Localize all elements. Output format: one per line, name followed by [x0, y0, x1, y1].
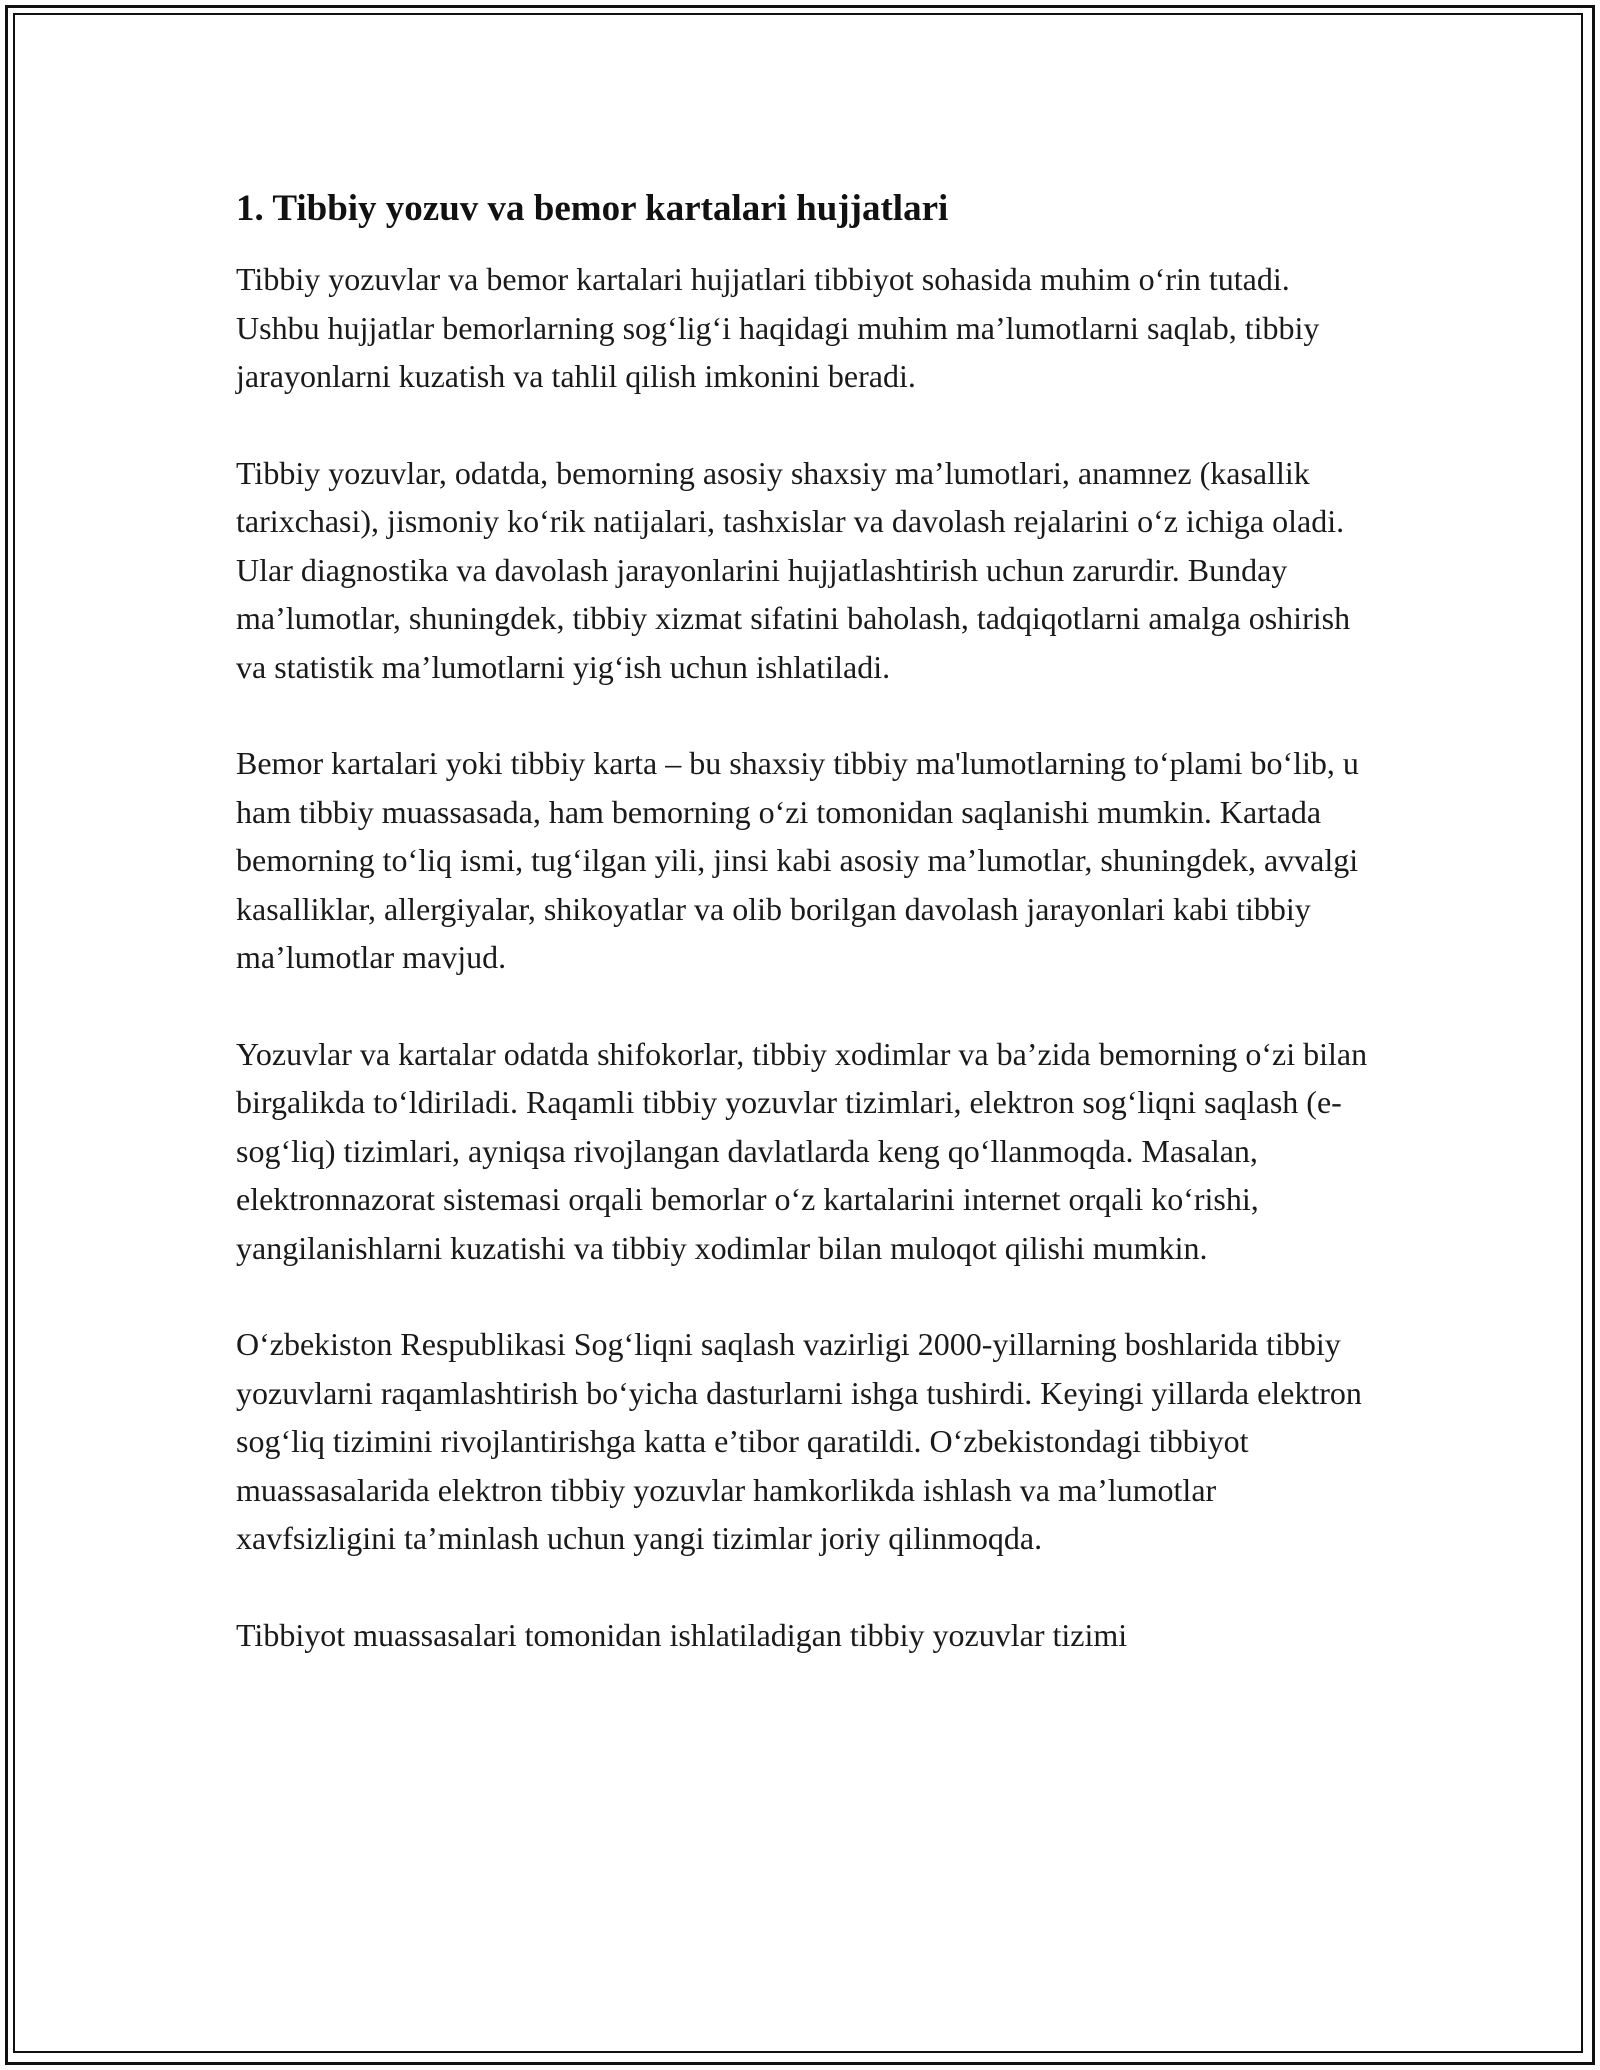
paragraph-digital-records: Yozuvlar va kartalar odatda shifokorlar, tibbiy xodimlar va ba’zida bemorning o‘zi bilan birgalikda to‘ldiriladi. Raqamli tibbiy yozuvlar tizimlari, elektron sog‘liqni saqlash (e-sog‘liq) tizimlari, ayniqsa rivojlangan davlatlarda keng qo‘llanmoqda. Masalan, elektronnazorat sistemasi orqali bemorlar o‘z kartalarini internet orqali ko‘rishi, yangilanishlarni kuzatishi va tibbiy xodimlar bilan muloqot qilishi mumkin.	[236, 1035, 1368, 1266]
section-heading: 1. Tibbiy yozuv va bemor kartalari hujjatlari	[236, 188, 949, 229]
paragraph-uzbekistan: O‘zbekiston Respublikasi Sog‘liqni saqlash vazirligi 2000-yillarning boshlarida tibbiy yozuvlarni raqamlashtirish bo‘yicha dasturlarni ishga tushirdi. Keyingi yillarda elektron sog‘liq tizimini rivojlantirishga katta e’tibor qaratildi. O‘zbekistondagi tibbiyot muassasalarida elektron tibbiy yozuvlar hamkorlikda ishlash va ma’lumotlar xavfsizligini ta’minlash uchun yangi tizimlar joriy qilinmoqda.	[236, 1326, 1362, 1556]
paragraph-patient-cards: Bemor kartalari yoki tibbiy karta – bu shaxsiy tibbiy ma'lumotlarning to‘plami bo‘lib, u ham tibbiy muassasada, ham bemorning o‘zi tomonidan saqlanishi mumkin. Kartada bemorning to‘liq ismi, tug‘ilgan yili, jinsi kabi asosiy ma’lumotlar, shuningdek, avvalgi kasalliklar, allergiyalar, shikoyatlar va olib borilgan davolash jarayonlari kabi tibbiy ma’lumotlar mavjud.	[236, 745, 1359, 975]
document-page	[236, 185, 1376, 1707]
paragraph-intro: Tibbiy yozuvlar va bemor kartalari hujjatlari tibbiyot sohasida muhim o‘rin tutadi. Ushbu hujjatlar bemorlarning sog‘lig‘i haqidagi muhim ma’lumotlarni saqlab, tibbiy jarayonlarni kuzatish va tahlil qilish imkonini beradi.	[236, 261, 1320, 394]
paragraph-systems: Tibbiyot muassasalari tomonidan ishlatiladigan tibbiy yozuvlar tizimi	[236, 1616, 1128, 1653]
paragraph-medical-records: Tibbiy yozuvlar, odatda, bemorning asosiy shaxsiy ma’lumotlari, anamnez (kasallik tarixchasi), jismoniy ko‘rik natijalari, tashxislar va davolash rejalarini o‘z ichiga oladi. Ular diagnostika va davolash jarayonlarini hujjatlashtirish uchun zarurdir. Bunday ma’lumotlar, shuningdek, tibbiy xizmat sifatini baholash, tadqiqotlarni amalga oshirish va statistik ma’lumotlarni yig‘ish uchun ishlatiladi.	[236, 454, 1351, 685]
